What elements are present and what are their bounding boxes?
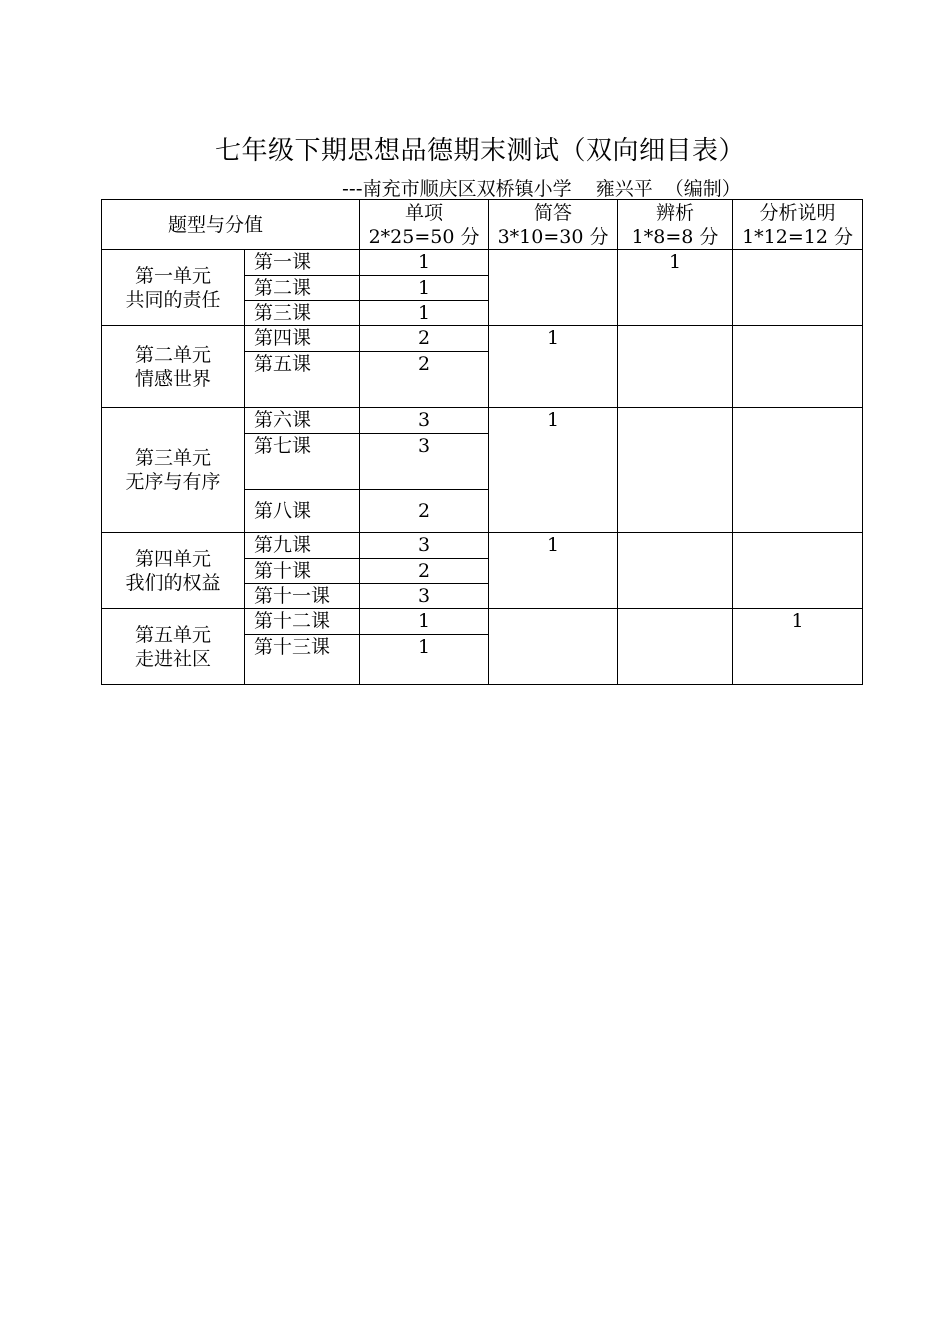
unit-cell: 第四单元 我们的权益 xyxy=(102,533,245,609)
single-cell: 3 xyxy=(360,434,489,490)
lesson-cell: 第四课 xyxy=(245,326,360,352)
unit-cell: 第五单元 走进社区 xyxy=(102,609,245,685)
lesson-cell: 第二课 xyxy=(245,276,360,301)
short-cell: 1 xyxy=(489,533,618,609)
analysis-cell xyxy=(733,326,863,408)
table-row xyxy=(102,408,863,434)
single-cell: 1 xyxy=(360,276,489,301)
lesson-cell: 第五课 xyxy=(245,352,360,408)
single-cell: 3 xyxy=(360,533,489,559)
single-cell: 1 xyxy=(360,301,489,326)
table-row xyxy=(102,533,863,559)
discrim-cell: 1 xyxy=(618,250,733,326)
table-row xyxy=(102,250,863,276)
short-cell: 1 xyxy=(489,408,618,533)
page-title: 七年级下期思想品德期末测试（双向细目表） xyxy=(214,136,745,166)
lesson-cell: 第九课 xyxy=(245,533,360,559)
lesson-cell: 第十一课 xyxy=(245,584,360,609)
short-cell xyxy=(489,609,618,685)
col-header-single: 单项 2*25=50 分 xyxy=(360,200,489,250)
unit-cell: 第三单元 无序与有序 xyxy=(102,408,245,533)
analysis-cell xyxy=(733,533,863,609)
single-cell: 2 xyxy=(360,559,489,584)
table-row xyxy=(102,326,863,352)
page-subtitle: ---南充市顺庆区双桥镇小学 雍兴平 （编制） xyxy=(342,178,741,200)
header-row xyxy=(102,200,863,250)
lesson-cell: 第十三课 xyxy=(245,635,360,685)
corner-header: 题型与分值 xyxy=(102,200,360,250)
single-cell: 3 xyxy=(360,408,489,434)
col-header-short: 简答 3*10=30 分 xyxy=(489,200,618,250)
analysis-cell xyxy=(733,408,863,533)
discrim-cell xyxy=(618,609,733,685)
table-row xyxy=(102,609,863,635)
single-cell: 3 xyxy=(360,584,489,609)
analysis-cell: 1 xyxy=(733,609,863,685)
lesson-cell: 第一课 xyxy=(245,250,360,276)
lesson-cell: 第八课 xyxy=(245,490,360,533)
lesson-cell: 第十课 xyxy=(245,559,360,584)
single-cell: 2 xyxy=(360,326,489,352)
spec-table xyxy=(101,199,863,685)
unit-cell: 第二单元 情感世界 xyxy=(102,326,245,408)
col-header-analysis: 分析说明 1*12=12 分 xyxy=(733,200,863,250)
single-cell: 1 xyxy=(360,250,489,276)
unit-cell: 第一单元 共同的责任 xyxy=(102,250,245,326)
short-cell xyxy=(489,250,618,326)
analysis-cell xyxy=(733,250,863,326)
single-cell: 1 xyxy=(360,635,489,685)
short-cell: 1 xyxy=(489,326,618,408)
discrim-cell xyxy=(618,533,733,609)
lesson-cell: 第三课 xyxy=(245,301,360,326)
discrim-cell xyxy=(618,326,733,408)
single-cell: 1 xyxy=(360,609,489,635)
lesson-cell: 第六课 xyxy=(245,408,360,434)
lesson-cell: 第十二课 xyxy=(245,609,360,635)
discrim-cell xyxy=(618,408,733,533)
lesson-cell: 第七课 xyxy=(245,434,360,490)
single-cell: 2 xyxy=(360,490,489,533)
single-cell: 2 xyxy=(360,352,489,408)
col-header-discrim: 辨析 1*8=8 分 xyxy=(618,200,733,250)
